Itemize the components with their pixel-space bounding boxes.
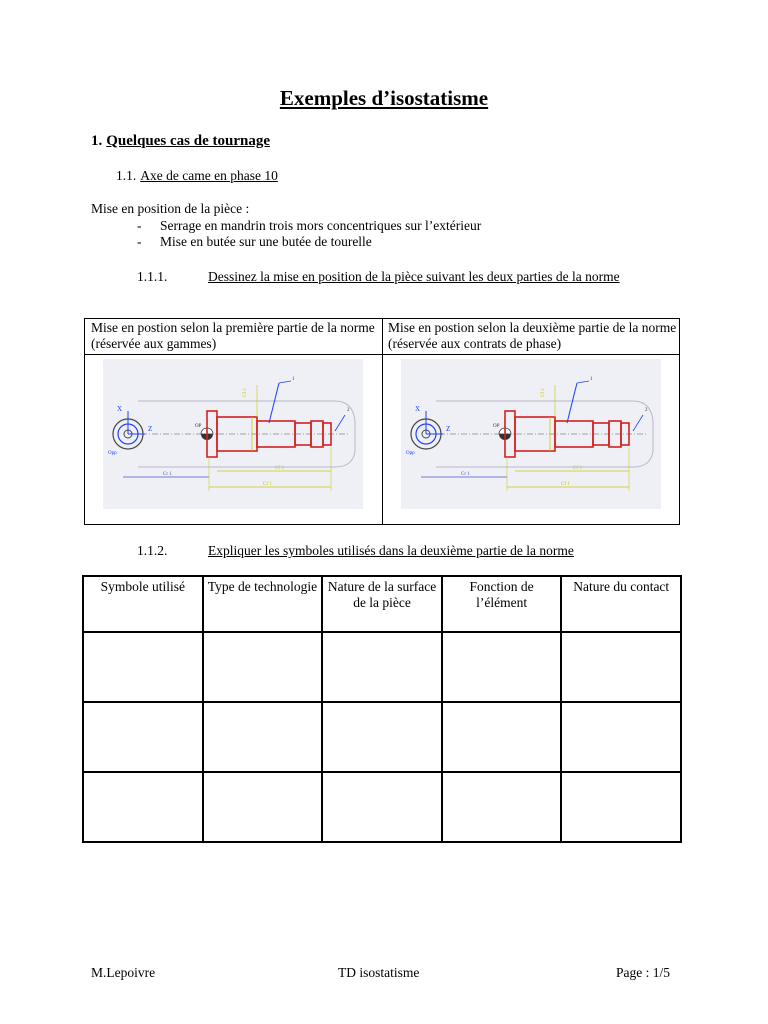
table-cell[interactable] bbox=[561, 702, 681, 772]
cf1-label: Cf 1 bbox=[561, 482, 570, 487]
table-row bbox=[83, 772, 681, 842]
table-cell[interactable] bbox=[442, 632, 562, 702]
bullet-list bbox=[137, 218, 481, 250]
callout-1-label: 1 bbox=[590, 377, 593, 382]
footer-title: TD isostatisme bbox=[338, 965, 420, 980]
cf3-label: Cf 3 bbox=[573, 466, 582, 471]
table-cell[interactable] bbox=[561, 772, 681, 842]
bullet-item: - Serrage en mandrin trois mors concentriques sur l’extérieur bbox=[137, 218, 481, 234]
table-cell[interactable] bbox=[442, 702, 562, 772]
opp-label: Opp bbox=[108, 451, 117, 456]
section-1-1-number: 1.1. bbox=[116, 168, 137, 183]
table-cell[interactable] bbox=[83, 702, 203, 772]
callout-2-label: 2 bbox=[347, 408, 350, 413]
question-number: 1.1.1. bbox=[137, 269, 168, 284]
section-1-number: 1. bbox=[91, 133, 103, 149]
column-header: Nature du contact bbox=[561, 576, 681, 632]
column-header: Type de technologie bbox=[203, 576, 323, 632]
section-1-1-title: Axe de came en phase 10 bbox=[140, 168, 278, 183]
symbol-table bbox=[82, 575, 682, 843]
table-cell[interactable] bbox=[203, 702, 323, 772]
z-axis-label: Z bbox=[148, 425, 153, 433]
table-cell[interactable] bbox=[561, 632, 681, 702]
section-1-heading bbox=[91, 133, 270, 150]
z-axis-label: Z bbox=[446, 425, 451, 433]
x-axis-label: X bbox=[415, 405, 421, 413]
table-row bbox=[83, 702, 681, 772]
callout-2-label: 2 bbox=[645, 408, 648, 413]
table-header-row bbox=[83, 576, 681, 632]
question-number: 1.1.2. bbox=[137, 543, 168, 558]
table-cell[interactable] bbox=[83, 772, 203, 842]
question-1-1-1 bbox=[137, 268, 657, 285]
cf3-label: Cf 3 bbox=[275, 466, 284, 471]
section-1-title: Quelques cas de tournage bbox=[106, 133, 271, 149]
callout-1-label: 1 bbox=[292, 377, 295, 382]
intro-text: Mise en position de la pièce : bbox=[91, 201, 250, 216]
table-cell[interactable] bbox=[203, 632, 323, 702]
table-cell[interactable] bbox=[203, 772, 323, 842]
part-drawing-left bbox=[103, 359, 363, 509]
cf2-label: Cf 2 bbox=[243, 388, 248, 397]
table-cell[interactable] bbox=[83, 632, 203, 702]
column-header: Fonction de l’élément bbox=[442, 576, 562, 632]
cr1-label: Cr 1 bbox=[461, 472, 470, 477]
figure-header-left: Mise en postion selon la première partie de la norme (réservée aux gammes) bbox=[91, 320, 375, 351]
part-drawing-right bbox=[401, 359, 661, 509]
footer-page-number: Page : 1/5 bbox=[616, 965, 670, 980]
opp-label: Opp bbox=[406, 451, 415, 456]
op-label: OP bbox=[493, 424, 500, 429]
question-text: Expliquer les symboles utilisés dans la deuxième partie de la norme bbox=[208, 543, 574, 558]
question-1-1-2 bbox=[137, 543, 574, 559]
table-row bbox=[83, 632, 681, 702]
cr1-label: Cr 1 bbox=[163, 472, 172, 477]
footer-author: M.Lepoivre bbox=[91, 965, 156, 980]
table-cell[interactable] bbox=[322, 702, 442, 772]
section-1-1-heading bbox=[116, 168, 278, 184]
table-cell[interactable] bbox=[442, 772, 562, 842]
bullet-item: - Mise en butée sur une butée de tourelle bbox=[137, 234, 481, 250]
cf1-label: Cf 1 bbox=[263, 482, 272, 487]
cf2-label: Cf 2 bbox=[541, 388, 546, 397]
page-title: Exemples d’isostatisme bbox=[279, 86, 489, 110]
x-axis-label: X bbox=[117, 405, 123, 413]
op-label: OP bbox=[195, 424, 202, 429]
figure-table bbox=[84, 318, 680, 525]
table-cell[interactable] bbox=[322, 632, 442, 702]
question-text: Dessinez la mise en position de la pièce suivant les deux parties de la norme bbox=[208, 269, 620, 284]
column-header: Symbole utilisé bbox=[83, 576, 203, 632]
figure-header-right: Mise en postion selon la deuxième partie de la norme (réservée aux contrats de phase) bbox=[388, 320, 677, 351]
column-header: Nature de la surface de la pièce bbox=[322, 576, 442, 632]
table-cell[interactable] bbox=[322, 772, 442, 842]
